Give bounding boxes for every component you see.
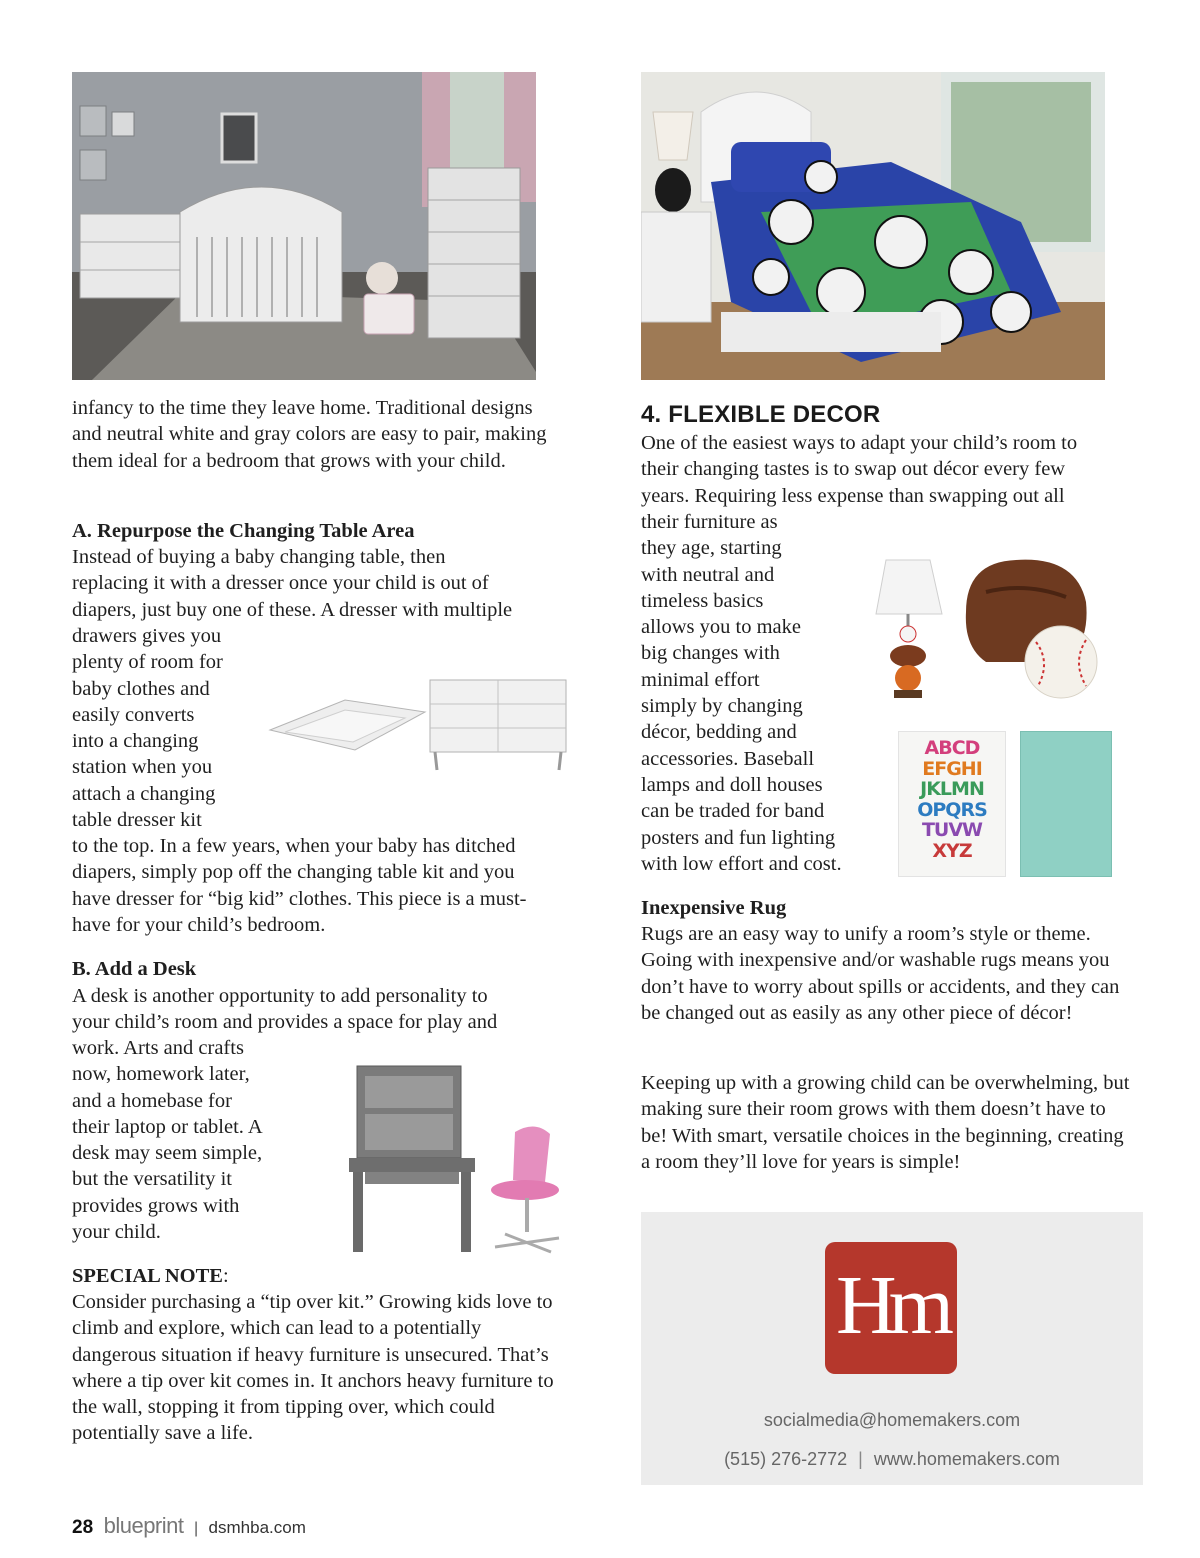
- ad-website[interactable]: www.homemakers.com: [873, 1449, 1060, 1469]
- text-line: with low effort and cost.: [641, 852, 842, 875]
- intro-paragraph: infancy to the time they leave home. Traditional designs and neutral white and gray colors are easy to pair, making them ideal for a bedroom that grows with your child.: [72, 397, 547, 472]
- ad-phone[interactable]: (515) 276-2772: [724, 1449, 848, 1469]
- section-b-narrow-lines: [72, 1035, 312, 1245]
- text-line: their laptop or tablet. A: [72, 1115, 263, 1138]
- ad-contact-line: [641, 1449, 1143, 1470]
- rug-letters-row: TUVW: [921, 819, 983, 841]
- section-a-bottom-lines: [72, 833, 592, 938]
- text-line: years. Requiring less expense than swapping out all: [641, 484, 1065, 507]
- text-line: their furniture as: [641, 511, 778, 533]
- section-4-narrow-lines: [641, 509, 876, 877]
- alphabet-rug-image: [898, 731, 1006, 877]
- text-line: timeless basics: [641, 589, 764, 612]
- page-footer: [72, 1513, 306, 1543]
- glove-chair-image: [956, 552, 1104, 700]
- text-line: desk may seem simple,: [72, 1142, 263, 1165]
- sports-lamp-image: [872, 558, 944, 698]
- text-line: One of the easiest ways to adapt your child’s room to: [641, 432, 1078, 454]
- text-line: big changes with: [641, 642, 780, 665]
- text-line: Instead of buying a baby changing table, then: [72, 546, 446, 568]
- text-line: attach a changing: [72, 782, 216, 805]
- brand-name: blueprint: [103, 1513, 184, 1538]
- text-line: your child.: [72, 1221, 161, 1244]
- text-line: replacing it with a dresser once your child is out of: [72, 572, 489, 595]
- text-line: A desk is another opportunity to add personality to: [72, 985, 488, 1007]
- rug-paragraph: Rugs are an easy way to unify a room’s style or theme. Going with inexpensive and/or washable rugs means you don’t have to worry about spills or accidents, and they can be changed out as easily as any other piece of décor!: [641, 923, 1120, 1024]
- text-line: table dresser kit: [72, 809, 202, 832]
- text-line: their changing tastes is to swap out décor every few: [641, 458, 1066, 481]
- logo-text: Hm: [836, 1259, 946, 1352]
- text-line: now, homework later,: [72, 1063, 250, 1086]
- section-a-heading: A. Repurpose the Changing Table Area: [72, 520, 415, 542]
- special-note-colon: :: [222, 1265, 229, 1287]
- text-line: but the versatility it: [72, 1168, 232, 1191]
- section-a-top-lines: [72, 544, 592, 623]
- soccer-bedroom-illustration: [641, 72, 1105, 380]
- text-line: drawers gives you: [72, 625, 222, 647]
- text-line: have dresser for “big kid” clothes. This piece is a must-: [72, 887, 527, 910]
- page-number: 28: [72, 1517, 94, 1538]
- text-line: with neutral and: [641, 563, 775, 586]
- text-line: easily converts: [72, 703, 195, 726]
- rug-letters-row: ABCD: [924, 737, 980, 759]
- text-line: décor, bedding and: [641, 721, 797, 744]
- text-line: simply by changing: [641, 695, 803, 718]
- special-note-heading-line: [72, 1263, 229, 1289]
- rug-letters-row: EFGHI: [922, 757, 982, 780]
- text-line: allows you to make: [641, 616, 801, 639]
- text-line: diapers, just buy one of these. A dresser with multiple: [72, 598, 513, 621]
- text-line: to the top. In a few years, when your baby has ditched: [72, 835, 516, 857]
- special-note-text: Consider purchasing a “tip over kit.” Growing kids love to climb and explore, which can lead to a potentially dangerous situation if heavy furniture is unsecured. That’s where a tip over kit comes in. It anchors heavy furniture to the wall, stopping it from tipping over, which could potentially save a life.: [72, 1291, 554, 1445]
- section-a-narrow-lines: [72, 623, 272, 833]
- text-line: plenty of room for: [72, 651, 223, 674]
- rug-heading: Inexpensive Rug: [641, 897, 787, 919]
- nursery-photo: [72, 72, 536, 380]
- text-line: station when you: [72, 756, 213, 779]
- text-line: can be traded for band: [641, 800, 825, 823]
- text-line: posters and fun lighting: [641, 826, 836, 849]
- text-line: minimal effort: [641, 668, 760, 691]
- text-line: lamps and doll houses: [641, 773, 823, 796]
- text-line: your child’s room and provides a space for play and: [72, 1011, 498, 1034]
- soccer-bedroom-photo: [641, 72, 1105, 380]
- ad-email[interactable]: socialmedia@homemakers.com: [763, 1410, 1021, 1430]
- footer-site: dsmhba.com: [208, 1518, 306, 1537]
- section-4-top-lines: [641, 430, 1161, 509]
- homemakers-logo: [825, 1242, 957, 1374]
- text-line: have for your child’s bedroom.: [72, 913, 326, 936]
- nursery-illustration: [72, 72, 536, 380]
- rug-letters-row: JKLMN: [920, 778, 984, 800]
- text-line: accessories. Baseball: [641, 747, 815, 770]
- section-b-heading: B. Add a Desk: [72, 958, 197, 980]
- footer-separator: |: [193, 1520, 199, 1537]
- special-note-heading: SPECIAL NOTE: [72, 1265, 223, 1287]
- text-line: into a changing: [72, 730, 199, 753]
- dresser-changing-kit-image: [265, 670, 575, 780]
- desk-chair-image: [345, 1062, 570, 1262]
- text-line: diapers, simply pop off the changing table kit and you: [72, 861, 515, 884]
- text-line: work. Arts and crafts: [72, 1037, 244, 1059]
- text-line: baby clothes and: [72, 677, 210, 700]
- section-4-heading: 4. FLEXIBLE DECOR: [641, 401, 881, 428]
- text-line: provides grows with: [72, 1194, 240, 1217]
- text-line: and a homebase for: [72, 1089, 232, 1112]
- rug-letters-row: OPQRS: [917, 798, 987, 821]
- rug-letters-row: XYZ: [932, 839, 972, 862]
- teal-rug-image: [1020, 731, 1112, 877]
- closing-paragraph: Keeping up with a growing child can be overwhelming, but making sure their room grows with them doesn’t have to be! With smart, versatile choices in the beginning, creating a room they’ll love for years is simple!: [641, 1072, 1130, 1173]
- homemakers-ad: [641, 1212, 1143, 1485]
- ad-separator: |: [858, 1449, 863, 1469]
- text-line: they age, starting: [641, 537, 782, 560]
- section-b-top-lines: [72, 983, 592, 1036]
